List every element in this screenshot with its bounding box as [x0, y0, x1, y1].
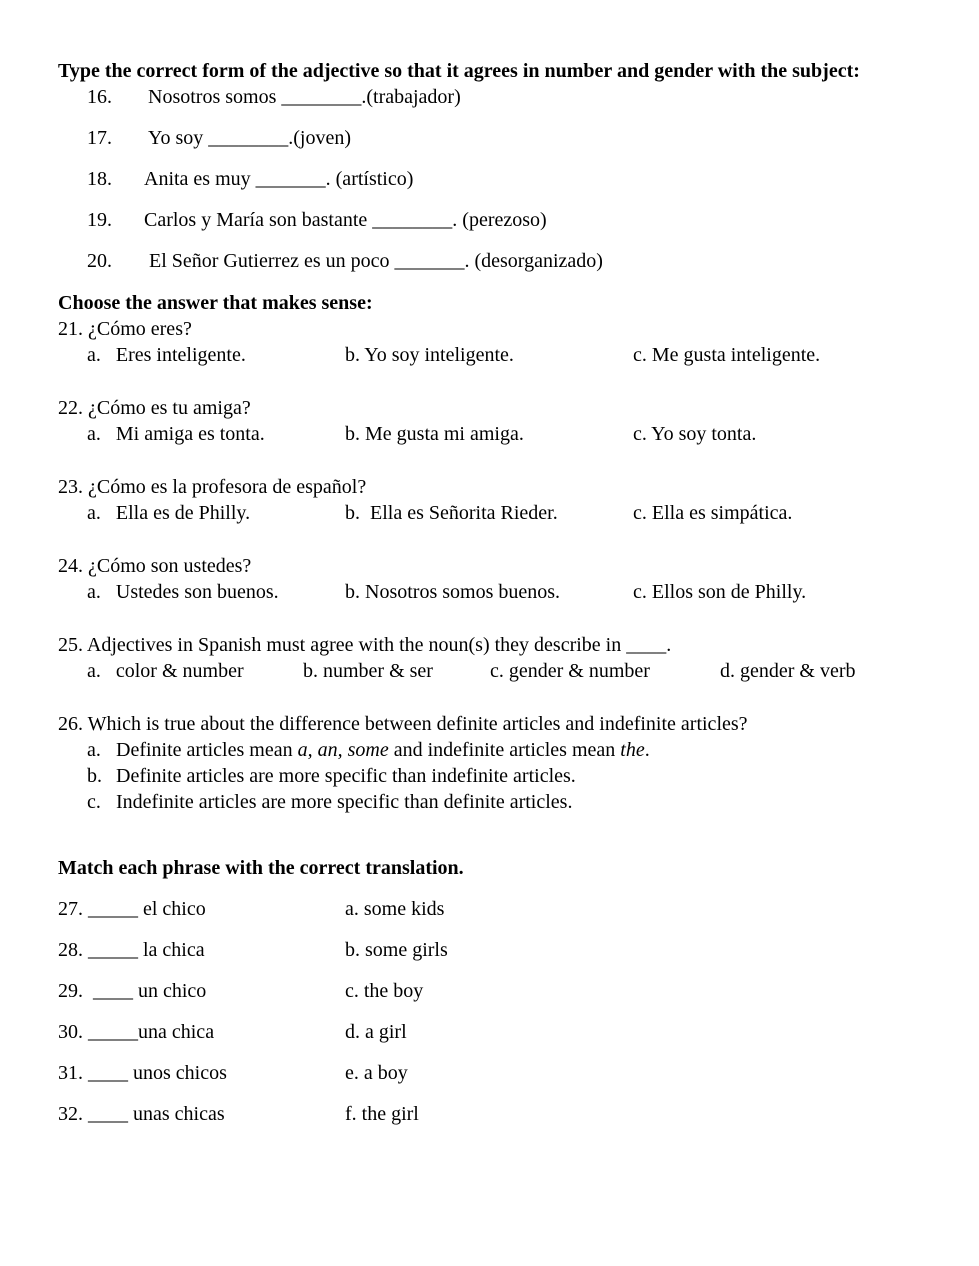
item-number: 20.	[87, 250, 112, 272]
item-text: El Señor Gutierrez es un poco _______. (desorganizado)	[149, 250, 603, 272]
question-25	[58, 632, 918, 685]
match-phrase: 27. _____ el chico	[58, 898, 206, 920]
option-c: c. Ellos son de Philly.	[633, 581, 807, 603]
fill-item	[58, 207, 918, 233]
option-a: a. Eres inteligente.	[87, 344, 246, 366]
item-number: 16.	[87, 86, 112, 108]
option-b: b. number & ser	[303, 660, 433, 682]
option-c: c. Ella es simpática.	[633, 502, 793, 524]
item-number: 19.	[87, 209, 112, 231]
match-row	[58, 978, 918, 1004]
question-text: 25. Adjectives in Spanish must agree with the noun(s) they describe in ____.	[58, 634, 672, 656]
fill-item	[58, 166, 918, 192]
option-a: a. Ella es de Philly.	[87, 502, 251, 524]
option-b: b. Nosotros somos buenos.	[345, 581, 561, 603]
match-phrase: 32. ____ unas chicas	[58, 1103, 225, 1125]
item-text: Yo soy ________.(joven)	[148, 127, 351, 149]
question-text: 21. ¿Cómo eres?	[58, 318, 192, 340]
option-b: Definite articles are more specific than indefinite articles.	[116, 765, 576, 787]
option-c: c. Yo soy tonta.	[633, 423, 757, 445]
option-a: Definite articles mean a, an, some and indefinite articles mean the.	[116, 739, 650, 761]
match-phrase: 30. _____una chica	[58, 1021, 215, 1043]
match-phrase: 31. ____ unos chicos	[58, 1062, 227, 1084]
worksheet-page	[58, 58, 918, 1127]
match-translation: a. some kids	[345, 898, 445, 920]
option-a: a. Ustedes son buenos.	[87, 581, 279, 603]
match-translation: b. some girls	[345, 939, 448, 961]
match-row	[58, 937, 918, 963]
option-d: d. gender & verb	[720, 660, 856, 682]
match-phrase: 29. ____ un chico	[58, 980, 207, 1002]
option-c: Indefinite articles are more specific than definite articles.	[116, 791, 573, 813]
item-text: Carlos y María son bastante ________. (perezoso)	[144, 209, 547, 231]
section3-heading: Match each phrase with the correct translation.	[58, 857, 464, 879]
item-text: Anita es muy _______. (artístico)	[144, 168, 414, 190]
match-translation: f. the girl	[345, 1103, 419, 1125]
option-letter: b.	[87, 765, 102, 787]
question-text: 23. ¿Cómo es la profesora de español?	[58, 476, 367, 498]
match-translation: d. a girl	[345, 1021, 407, 1043]
question-23	[58, 474, 918, 527]
match-translation: e. a boy	[345, 1062, 408, 1084]
option-b: b. Yo soy inteligente.	[345, 344, 514, 366]
option-b: b. Me gusta mi amiga.	[345, 423, 524, 445]
question-text: 22. ¿Cómo es tu amiga?	[58, 397, 251, 419]
option-a: a. Mi amiga es tonta.	[87, 423, 265, 445]
item-text: Nosotros somos ________.(trabajador)	[148, 86, 461, 108]
question-22	[58, 395, 918, 448]
option-b: b. Ella es Señorita Rieder.	[345, 502, 558, 524]
fill-item	[58, 84, 918, 110]
match-row	[58, 896, 918, 922]
option-letter: c.	[87, 791, 101, 813]
question-21	[58, 316, 918, 369]
question-26	[58, 711, 918, 815]
option-letter: a.	[87, 739, 101, 761]
match-row	[58, 1060, 918, 1086]
option-a: a. color & number	[87, 660, 244, 682]
match-row	[58, 1019, 918, 1045]
fill-item	[58, 125, 918, 151]
match-phrase: 28. _____ la chica	[58, 939, 205, 961]
option-c: c. Me gusta inteligente.	[633, 344, 821, 366]
item-number: 17.	[87, 127, 112, 149]
option-c: c. gender & number	[490, 660, 650, 682]
question-text: 24. ¿Cómo son ustedes?	[58, 555, 252, 577]
match-row	[58, 1101, 918, 1127]
section1-heading: Type the correct form of the adjective so that it agrees in number and gender with the subject:	[58, 60, 860, 82]
section2-heading: Choose the answer that makes sense:	[58, 292, 373, 314]
match-translation: c. the boy	[345, 980, 424, 1002]
item-number: 18.	[87, 168, 112, 190]
question-text: 26. Which is true about the difference between definite articles and indefinite articles?	[58, 713, 748, 735]
fill-item	[58, 248, 918, 274]
question-24	[58, 553, 918, 606]
